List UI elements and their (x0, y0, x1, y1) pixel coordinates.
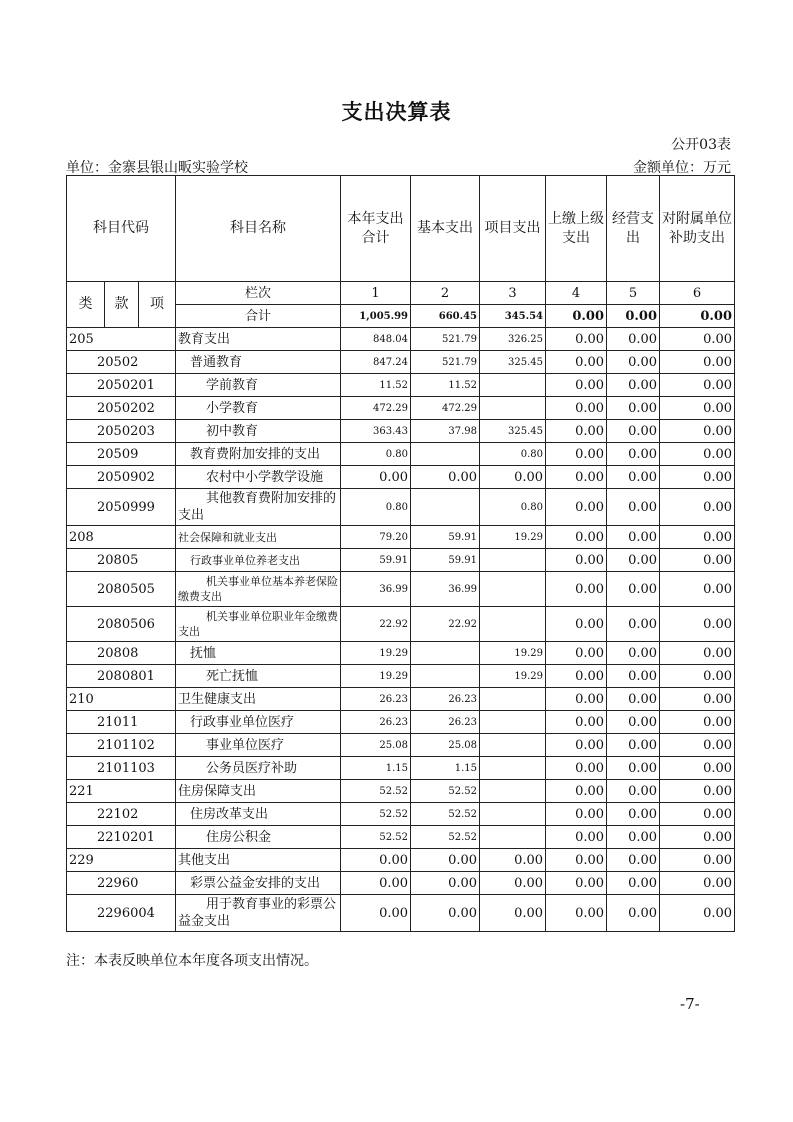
subject-name: 住房改革支出 (176, 803, 341, 826)
amount-upper: 0.00 (546, 642, 607, 665)
amount-basic: 36.99 (411, 572, 480, 607)
subject-name: 农村中小学教学设施 (176, 466, 341, 489)
amount-operating: 0.00 (607, 374, 660, 397)
subject-name: 行政事业单位养老支出 (176, 549, 341, 572)
amount-project: 19.29 (480, 642, 546, 665)
table-row (67, 895, 735, 932)
amount-total: 52.52 (341, 780, 411, 803)
amount-operating: 0.00 (607, 351, 660, 374)
amount-total: 472.29 (341, 397, 411, 420)
amount-basic: 25.08 (411, 734, 480, 757)
amount-basic: 52.52 (411, 803, 480, 826)
header-basic: 基本支出 (411, 176, 480, 282)
header-name: 科目名称 (176, 176, 341, 282)
header-total: 本年支出合计 (341, 176, 411, 282)
amount-subsidy: 0.00 (660, 443, 735, 466)
amount-subsidy: 0.00 (660, 734, 735, 757)
subject-name: 死亡抚恤 (176, 665, 341, 688)
subject-code: 2050202 (67, 397, 176, 420)
amount-project (480, 711, 546, 734)
amount-subsidy: 0.00 (660, 351, 735, 374)
header-subsidy: 对附属单位补助支出 (660, 176, 735, 282)
amount-total: 0.80 (341, 489, 411, 526)
subject-name: 初中教育 (176, 420, 341, 443)
subject-name: 公务员医疗补助 (176, 757, 341, 780)
amount-project (480, 374, 546, 397)
amount-project: 0.80 (480, 489, 546, 526)
amount-operating: 0.00 (607, 803, 660, 826)
subject-code: 22102 (67, 803, 176, 826)
amount-subsidy: 0.00 (660, 466, 735, 489)
amount-subsidy: 0.00 (660, 803, 735, 826)
amount-operating: 0.00 (607, 397, 660, 420)
amount-upper: 0.00 (546, 872, 607, 895)
subject-code: 21011 (67, 711, 176, 734)
total-amount: 1,005.99 (341, 305, 411, 328)
subject-name: 普通教育 (176, 351, 341, 374)
amount-total: 79.20 (341, 526, 411, 549)
amount-subsidy: 0.00 (660, 374, 735, 397)
amount-upper: 0.00 (546, 665, 607, 688)
col-index-3: 3 (480, 282, 546, 305)
table-row (67, 734, 735, 757)
amount-operating: 0.00 (607, 549, 660, 572)
subject-code: 2101103 (67, 757, 176, 780)
header-kuan: 款 (105, 282, 139, 328)
expenditure-table (66, 175, 735, 932)
amount-basic (411, 443, 480, 466)
amount-subsidy: 0.00 (660, 328, 735, 351)
amount-operating: 0.00 (607, 895, 660, 932)
amount-subsidy: 0.00 (660, 420, 735, 443)
amount-project (480, 572, 546, 607)
table-row (67, 526, 735, 549)
table-row (67, 711, 735, 734)
subject-name: 事业单位医疗 (176, 734, 341, 757)
amount-upper: 0.00 (546, 849, 607, 872)
table-row (67, 607, 735, 642)
amount-upper: 0.00 (546, 607, 607, 642)
amount-upper: 0.00 (546, 420, 607, 443)
amount-basic: 59.91 (411, 549, 480, 572)
amount-upper: 0.00 (546, 328, 607, 351)
amount-upper: 0.00 (546, 526, 607, 549)
amount-unit-label: 金额单位：万元 (633, 160, 731, 176)
amount-project: 0.00 (480, 849, 546, 872)
subject-name: 卫生健康支出 (176, 688, 341, 711)
subject-code: 221 (67, 780, 176, 803)
amount-subsidy: 0.00 (660, 607, 735, 642)
amount-project: 325.45 (480, 420, 546, 443)
page-number: -7- (680, 995, 700, 1013)
amount-upper: 0.00 (546, 489, 607, 526)
subject-name: 教育支出 (176, 328, 341, 351)
amount-upper: 0.00 (546, 895, 607, 932)
amount-project (480, 757, 546, 780)
amount-subsidy: 0.00 (660, 665, 735, 688)
subject-code: 20808 (67, 642, 176, 665)
total-basic: 660.45 (411, 305, 480, 328)
amount-operating: 0.00 (607, 466, 660, 489)
footnote: 注：本表反映单位本年度各项支出情况。 (66, 953, 318, 969)
amount-operating: 0.00 (607, 572, 660, 607)
subject-code: 208 (67, 526, 176, 549)
amount-subsidy: 0.00 (660, 780, 735, 803)
amount-basic: 52.52 (411, 780, 480, 803)
amount-project: 0.80 (480, 443, 546, 466)
subject-name: 其他支出 (176, 849, 341, 872)
amount-basic: 521.79 (411, 351, 480, 374)
amount-basic: 11.52 (411, 374, 480, 397)
amount-operating: 0.00 (607, 420, 660, 443)
amount-basic (411, 642, 480, 665)
page-title: 支出决算表 (341, 99, 452, 124)
subject-code: 2050203 (67, 420, 176, 443)
total-subsidy: 0.00 (660, 305, 735, 328)
amount-upper: 0.00 (546, 780, 607, 803)
table-row (67, 328, 735, 351)
amount-total: 19.29 (341, 642, 411, 665)
subject-name: 住房公积金 (176, 826, 341, 849)
amount-project: 326.25 (480, 328, 546, 351)
amount-project: 325.45 (480, 351, 546, 374)
amount-subsidy: 0.00 (660, 849, 735, 872)
amount-total: 59.91 (341, 549, 411, 572)
amount-operating: 0.00 (607, 780, 660, 803)
subject-name: 教育费附加安排的支出 (176, 443, 341, 466)
subject-name: 机关事业单位基本养老保险缴费支出 (176, 572, 341, 607)
subject-name: 其他教育费附加安排的支出 (176, 489, 341, 526)
amount-subsidy: 0.00 (660, 688, 735, 711)
header-lanci: 栏次 (176, 282, 341, 305)
amount-subsidy: 0.00 (660, 397, 735, 420)
table-row (67, 826, 735, 849)
total-label: 合计 (176, 305, 341, 328)
form-number: 公开03表 (671, 137, 731, 153)
table-row (67, 849, 735, 872)
amount-total: 363.43 (341, 420, 411, 443)
subject-code: 22960 (67, 872, 176, 895)
amount-project (480, 397, 546, 420)
amount-basic: 26.23 (411, 688, 480, 711)
table-row (67, 549, 735, 572)
table-row (67, 397, 735, 420)
table-row (67, 466, 735, 489)
amount-project (480, 549, 546, 572)
subject-code: 2080801 (67, 665, 176, 688)
amount-upper: 0.00 (546, 443, 607, 466)
amount-operating: 0.00 (607, 757, 660, 780)
amount-project: 19.29 (480, 665, 546, 688)
subject-code: 20502 (67, 351, 176, 374)
amount-upper: 0.00 (546, 466, 607, 489)
subject-name: 住房保障支出 (176, 780, 341, 803)
amount-basic: 52.52 (411, 826, 480, 849)
subject-code: 20805 (67, 549, 176, 572)
subject-code: 2080506 (67, 607, 176, 642)
subject-code: 229 (67, 849, 176, 872)
subject-name: 学前教育 (176, 374, 341, 397)
table-row (67, 489, 735, 526)
subject-name: 小学教育 (176, 397, 341, 420)
amount-basic: 22.92 (411, 607, 480, 642)
table-row (67, 665, 735, 688)
total-operating: 0.00 (607, 305, 660, 328)
table-row (67, 572, 735, 607)
amount-operating: 0.00 (607, 711, 660, 734)
amount-operating: 0.00 (607, 826, 660, 849)
amount-total: 22.92 (341, 607, 411, 642)
amount-total: 0.00 (341, 872, 411, 895)
amount-total: 52.52 (341, 826, 411, 849)
amount-subsidy: 0.00 (660, 572, 735, 607)
amount-upper: 0.00 (546, 351, 607, 374)
amount-subsidy: 0.00 (660, 526, 735, 549)
table-row (67, 803, 735, 826)
subject-code: 210 (67, 688, 176, 711)
amount-upper: 0.00 (546, 711, 607, 734)
table-row (67, 420, 735, 443)
amount-total: 52.52 (341, 803, 411, 826)
subject-code: 2050201 (67, 374, 176, 397)
amount-basic: 0.00 (411, 895, 480, 932)
header-row (67, 176, 735, 282)
amount-upper: 0.00 (546, 803, 607, 826)
amount-basic: 37.98 (411, 420, 480, 443)
amount-project (480, 734, 546, 757)
amount-total: 0.00 (341, 849, 411, 872)
amount-operating: 0.00 (607, 526, 660, 549)
amount-operating: 0.00 (607, 872, 660, 895)
column-index-row (67, 282, 735, 305)
amount-project: 0.00 (480, 466, 546, 489)
amount-total: 848.04 (341, 328, 411, 351)
col-index-6: 6 (660, 282, 735, 305)
table-row (67, 443, 735, 466)
amount-subsidy: 0.00 (660, 872, 735, 895)
amount-basic: 0.00 (411, 849, 480, 872)
amount-operating: 0.00 (607, 665, 660, 688)
subject-code: 2050902 (67, 466, 176, 489)
amount-project (480, 826, 546, 849)
amount-total: 0.80 (341, 443, 411, 466)
amount-project (480, 688, 546, 711)
amount-basic: 521.79 (411, 328, 480, 351)
col-index-4: 4 (546, 282, 607, 305)
amount-operating: 0.00 (607, 328, 660, 351)
amount-upper: 0.00 (546, 397, 607, 420)
subject-name: 抚恤 (176, 642, 341, 665)
subject-name: 行政事业单位医疗 (176, 711, 341, 734)
table-row (67, 872, 735, 895)
amount-total: 26.23 (341, 688, 411, 711)
amount-project: 0.00 (480, 872, 546, 895)
subject-code: 2050999 (67, 489, 176, 526)
amount-upper: 0.00 (546, 757, 607, 780)
subject-code: 20509 (67, 443, 176, 466)
table-row (67, 642, 735, 665)
subject-name: 社会保障和就业支出 (176, 526, 341, 549)
total-upper: 0.00 (546, 305, 607, 328)
table-row (67, 757, 735, 780)
subject-code: 2296004 (67, 895, 176, 932)
amount-operating: 0.00 (607, 443, 660, 466)
header-code: 科目代码 (67, 176, 176, 282)
amount-basic: 26.23 (411, 711, 480, 734)
amount-total: 1.15 (341, 757, 411, 780)
table-row (67, 374, 735, 397)
subject-name: 机关事业单位职业年金缴费支出 (176, 607, 341, 642)
amount-subsidy: 0.00 (660, 895, 735, 932)
amount-subsidy: 0.00 (660, 489, 735, 526)
amount-total: 847.24 (341, 351, 411, 374)
amount-upper: 0.00 (546, 734, 607, 757)
amount-upper: 0.00 (546, 688, 607, 711)
amount-project (480, 607, 546, 642)
amount-total: 11.52 (341, 374, 411, 397)
amount-basic: 0.00 (411, 872, 480, 895)
amount-subsidy: 0.00 (660, 711, 735, 734)
unit-label: 单位：金寨县银山畈实验学校 (66, 160, 248, 176)
header-project: 项目支出 (480, 176, 546, 282)
amount-operating: 0.00 (607, 688, 660, 711)
subject-code: 2210201 (67, 826, 176, 849)
col-index-2: 2 (411, 282, 480, 305)
subject-code: 2080505 (67, 572, 176, 607)
amount-basic (411, 665, 480, 688)
amount-subsidy: 0.00 (660, 642, 735, 665)
subject-name: 彩票公益金安排的支出 (176, 872, 341, 895)
amount-project: 19.29 (480, 526, 546, 549)
table-row (67, 780, 735, 803)
amount-operating: 0.00 (607, 849, 660, 872)
amount-project (480, 780, 546, 803)
col-index-5: 5 (607, 282, 660, 305)
amount-total: 19.29 (341, 665, 411, 688)
amount-operating: 0.00 (607, 607, 660, 642)
amount-subsidy: 0.00 (660, 826, 735, 849)
amount-total: 26.23 (341, 711, 411, 734)
amount-project (480, 803, 546, 826)
amount-subsidy: 0.00 (660, 757, 735, 780)
amount-upper: 0.00 (546, 572, 607, 607)
amount-upper: 0.00 (546, 374, 607, 397)
table-row (67, 688, 735, 711)
amount-subsidy: 0.00 (660, 549, 735, 572)
col-index-1: 1 (341, 282, 411, 305)
header-xiang: 项 (139, 282, 176, 328)
amount-basic: 1.15 (411, 757, 480, 780)
amount-basic: 59.91 (411, 526, 480, 549)
amount-project: 0.00 (480, 895, 546, 932)
amount-basic: 472.29 (411, 397, 480, 420)
amount-total: 0.00 (341, 895, 411, 932)
subject-code: 2101102 (67, 734, 176, 757)
amount-total: 25.08 (341, 734, 411, 757)
amount-operating: 0.00 (607, 642, 660, 665)
total-project: 345.54 (480, 305, 546, 328)
amount-total: 0.00 (341, 466, 411, 489)
amount-operating: 0.00 (607, 734, 660, 757)
header-upper: 上缴上级支出 (546, 176, 607, 282)
amount-basic (411, 489, 480, 526)
header-operating: 经营支出 (607, 176, 660, 282)
header-lei: 类 (67, 282, 105, 328)
amount-upper: 0.00 (546, 826, 607, 849)
table-row (67, 351, 735, 374)
amount-total: 36.99 (341, 572, 411, 607)
amount-upper: 0.00 (546, 549, 607, 572)
subject-code: 205 (67, 328, 176, 351)
amount-basic: 0.00 (411, 466, 480, 489)
amount-operating: 0.00 (607, 489, 660, 526)
subject-name: 用于教育事业的彩票公益金支出 (176, 895, 341, 932)
